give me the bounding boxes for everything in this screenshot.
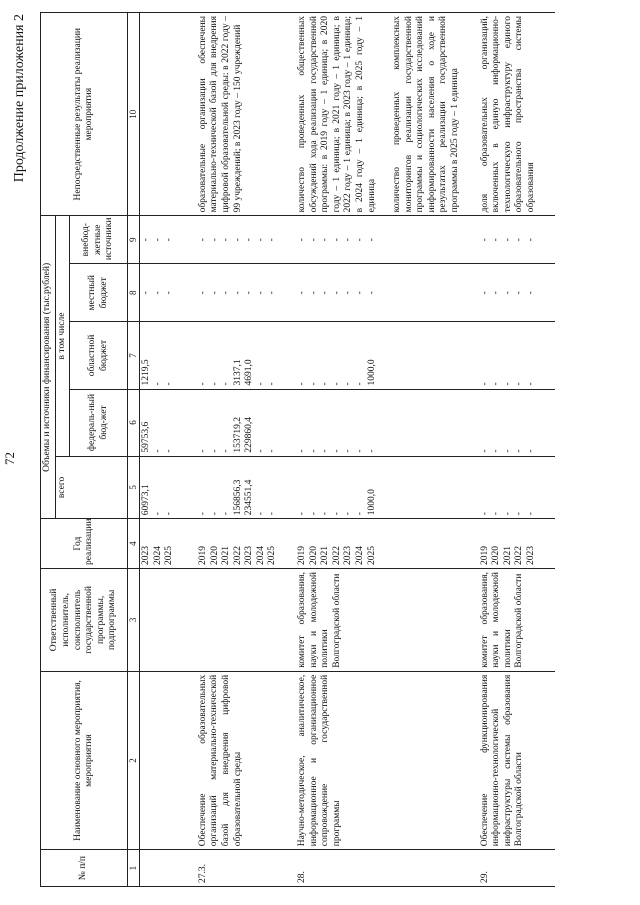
header-total: всего bbox=[55, 456, 128, 519]
local-amounts-value: - bbox=[355, 291, 366, 295]
extrabudget-amounts-value: - bbox=[267, 238, 278, 242]
year-list-value: 2019 bbox=[197, 546, 208, 566]
extrabudget-amounts-value: - bbox=[152, 238, 163, 242]
local-amounts-value: - bbox=[320, 291, 331, 295]
event-name: Обеспечение образовательных организаций материально-технической базой для внедрения цифровой образовательной среды bbox=[197, 671, 280, 849]
local-amounts-value: - bbox=[209, 291, 220, 295]
result-spacer bbox=[378, 16, 392, 212]
spacer-cell bbox=[463, 264, 479, 322]
local-amounts-value: - bbox=[479, 291, 490, 295]
extrabudget-amounts-value: - bbox=[141, 238, 152, 242]
column-number-3: 3 bbox=[128, 569, 140, 672]
local-amounts bbox=[197, 264, 280, 322]
year-list bbox=[296, 519, 463, 569]
total-amounts-value: 156856,3 bbox=[232, 479, 243, 516]
column-number-6: 6 bbox=[128, 389, 140, 456]
year-list-value: 2020 bbox=[209, 546, 220, 566]
header-number: № п/п bbox=[41, 850, 128, 887]
total-amounts-value: - bbox=[355, 512, 366, 516]
regional-amounts-value: 1219,5 bbox=[141, 359, 152, 386]
spacer-cell bbox=[539, 456, 555, 519]
total-amounts bbox=[296, 456, 463, 519]
result-text: образовательные организации обеспечены материально-технической базой для внедрения цифровой образовательной среды: в 2022 году – 99 учреждений; в 2023 году – 150 учреждений bbox=[197, 16, 243, 213]
local-amounts-value: - bbox=[343, 291, 354, 295]
spacer-cell bbox=[280, 456, 296, 519]
year-list-value: 2024 bbox=[355, 546, 366, 566]
federal-amounts-value: - bbox=[366, 449, 377, 453]
header-funding-group: Объемы и источники финансирования (тыс.рублей) bbox=[41, 216, 56, 519]
federal-amounts-value: - bbox=[479, 449, 490, 453]
total-amounts-value: - bbox=[209, 512, 220, 516]
extrabudget-amounts-value: - bbox=[244, 238, 255, 242]
federal-amounts-value: - bbox=[491, 449, 502, 453]
extrabudget-amounts bbox=[140, 216, 177, 264]
spacer-cell bbox=[463, 322, 479, 389]
total-amounts-value: - bbox=[479, 512, 490, 516]
federal-amounts-value: - bbox=[355, 449, 366, 453]
total-amounts-value: - bbox=[152, 512, 163, 516]
header-including: в том числе bbox=[55, 216, 70, 456]
year-list-value: 2022 bbox=[232, 546, 243, 566]
regional-amounts-value: - bbox=[197, 382, 208, 386]
federal-amounts-value: - bbox=[267, 449, 278, 453]
federal-amounts-value: - bbox=[514, 449, 525, 453]
header-regional: областной бюджет bbox=[70, 322, 128, 389]
federal-amounts-value: - bbox=[343, 449, 354, 453]
federal-amounts-value: - bbox=[331, 449, 342, 453]
federal-amounts bbox=[197, 389, 280, 456]
year-list-value: 2025 bbox=[267, 546, 278, 566]
spacer-cell bbox=[280, 671, 296, 849]
spacer-cell bbox=[539, 322, 555, 389]
extrabudget-amounts-value: - bbox=[514, 238, 525, 242]
total-amounts bbox=[140, 456, 177, 519]
local-amounts-value: - bbox=[491, 291, 502, 295]
result-description bbox=[479, 13, 539, 216]
result-description bbox=[296, 13, 463, 216]
local-amounts-value: - bbox=[331, 291, 342, 295]
local-amounts-value: - bbox=[164, 291, 175, 295]
column-number-7: 7 bbox=[128, 322, 140, 389]
spacer-cell bbox=[177, 216, 197, 264]
table-row bbox=[197, 13, 280, 887]
federal-amounts-value: - bbox=[320, 449, 331, 453]
extrabudget-amounts-value: - bbox=[297, 238, 308, 242]
row-number: 27.3. bbox=[197, 850, 280, 887]
spacer-cell bbox=[539, 850, 555, 887]
total-amounts-value: - bbox=[525, 512, 536, 516]
regional-amounts-value: 1000,0 bbox=[366, 359, 377, 386]
extrabudget-amounts-value: - bbox=[479, 238, 490, 242]
header-event-name: Наименование основного мероприятия, мероприятия bbox=[41, 671, 128, 849]
local-amounts-value: - bbox=[525, 291, 536, 295]
regional-amounts-value: - bbox=[164, 382, 175, 386]
spacer-cell bbox=[539, 569, 555, 672]
total-amounts-value: - bbox=[343, 512, 354, 516]
spacer-cell bbox=[463, 456, 479, 519]
federal-amounts-value: - bbox=[209, 449, 220, 453]
regional-amounts-value: - bbox=[502, 382, 513, 386]
extrabudget-amounts-value: - bbox=[366, 238, 377, 242]
column-number-5: 5 bbox=[128, 456, 140, 519]
federal-amounts bbox=[296, 389, 463, 456]
spacer-cell bbox=[280, 264, 296, 322]
result-text-secondary: количество проведенных комплексных мониторингов реализации государственной программы и социологических исследований информированности населения о ходе и результатах реализации государственной программы в 2025 году – 1 единица bbox=[392, 16, 460, 213]
regional-amounts-value: - bbox=[152, 382, 163, 386]
total-amounts-value: - bbox=[164, 512, 175, 516]
extrabudget-amounts-value: - bbox=[209, 238, 220, 242]
event-name bbox=[140, 671, 177, 849]
column-number-1: 1 bbox=[128, 850, 140, 887]
table-header bbox=[41, 13, 140, 887]
regional-amounts-value: - bbox=[267, 382, 278, 386]
total-amounts-value: - bbox=[267, 512, 278, 516]
regional-amounts-value: - bbox=[479, 382, 490, 386]
year-list-value: 2022 bbox=[331, 546, 342, 566]
year-list-value: 2021 bbox=[221, 546, 232, 566]
regional-amounts-value: - bbox=[320, 382, 331, 386]
total-amounts-value: - bbox=[197, 512, 208, 516]
year-list-value: 2022 bbox=[514, 546, 525, 566]
local-amounts-value: - bbox=[141, 291, 152, 295]
local-amounts bbox=[479, 264, 539, 322]
total-amounts-value: - bbox=[514, 512, 525, 516]
page-number: 72 bbox=[2, 452, 17, 465]
total-amounts-value: - bbox=[331, 512, 342, 516]
spacer-cell bbox=[177, 389, 197, 456]
total-amounts-value: - bbox=[308, 512, 319, 516]
federal-amounts-value: 229860,4 bbox=[244, 416, 255, 453]
year-list-value: 2019 bbox=[297, 546, 308, 566]
year-list-value: 2023 bbox=[525, 546, 536, 566]
local-amounts bbox=[140, 264, 177, 322]
row-spacer bbox=[463, 13, 479, 887]
total-amounts bbox=[197, 456, 280, 519]
spacer-cell bbox=[177, 264, 197, 322]
spacer-cell bbox=[463, 13, 479, 216]
local-amounts-value: - bbox=[366, 291, 377, 295]
federal-amounts-value: 59753,6 bbox=[141, 421, 152, 453]
total-amounts-value: - bbox=[221, 512, 232, 516]
extrabudget-amounts-value: - bbox=[164, 238, 175, 242]
extrabudget-amounts-value: - bbox=[221, 238, 232, 242]
regional-amounts bbox=[140, 322, 177, 389]
result-description bbox=[197, 13, 280, 216]
table-row bbox=[479, 13, 539, 887]
total-amounts-value: - bbox=[502, 512, 513, 516]
total-amounts-value: - bbox=[491, 512, 502, 516]
year-list bbox=[479, 519, 539, 569]
header-responsible: Ответственный исполнитель, соисполнитель государственной программы, подпрограммы bbox=[41, 569, 128, 672]
year-list-value: 2020 bbox=[308, 546, 319, 566]
regional-amounts-value: - bbox=[491, 382, 502, 386]
extrabudget-amounts-value: - bbox=[491, 238, 502, 242]
spacer-cell bbox=[177, 671, 197, 849]
total-amounts-value: - bbox=[297, 512, 308, 516]
spacer-cell bbox=[177, 13, 197, 216]
regional-amounts-value: - bbox=[343, 382, 354, 386]
year-list-value: 2023 bbox=[141, 546, 152, 566]
total-amounts-value: 234551,4 bbox=[244, 479, 255, 516]
result-text: доля образовательных организаций, включенных в единую информационно-технологическую инфраструктуру единого образовательного пространства системы образования bbox=[479, 16, 536, 213]
column-number-9: 9 bbox=[128, 216, 140, 264]
local-amounts-value: - bbox=[244, 291, 255, 295]
local-amounts-value: - bbox=[221, 291, 232, 295]
spacer-cell bbox=[539, 519, 555, 569]
federal-amounts-value: - bbox=[164, 449, 175, 453]
extrabudget-amounts bbox=[479, 216, 539, 264]
spacer-cell bbox=[177, 569, 197, 672]
spacer-cell bbox=[280, 13, 296, 216]
regional-amounts-value: - bbox=[209, 382, 220, 386]
spacer-cell bbox=[463, 216, 479, 264]
extrabudget-amounts-value: - bbox=[320, 238, 331, 242]
year-list-value: 2023 bbox=[343, 546, 354, 566]
regional-amounts bbox=[296, 322, 463, 389]
federal-amounts-value: - bbox=[502, 449, 513, 453]
total-amounts-value: - bbox=[255, 512, 266, 516]
spacer-cell bbox=[177, 456, 197, 519]
local-amounts-value: - bbox=[297, 291, 308, 295]
local-amounts-value: - bbox=[197, 291, 208, 295]
total-amounts-value: - bbox=[320, 512, 331, 516]
spacer-cell bbox=[539, 264, 555, 322]
extrabudget-amounts bbox=[296, 216, 463, 264]
extrabudget-amounts-value: - bbox=[308, 238, 319, 242]
extrabudget-amounts-value: - bbox=[343, 238, 354, 242]
year-list-value: 2021 bbox=[320, 546, 331, 566]
regional-amounts-value: - bbox=[514, 382, 525, 386]
federal-amounts-value: - bbox=[255, 449, 266, 453]
federal-amounts-value: - bbox=[297, 449, 308, 453]
year-list-value: 2023 bbox=[244, 546, 255, 566]
year-list-value: 2025 bbox=[164, 546, 175, 566]
total-amounts bbox=[479, 456, 539, 519]
appendix-continuation-label: Продолжение приложения 2 bbox=[12, 14, 27, 183]
result-description bbox=[140, 13, 177, 216]
federal-amounts-value: - bbox=[221, 449, 232, 453]
table-row bbox=[296, 13, 463, 887]
header-extrabudget: внебюд-жетные источники bbox=[70, 216, 128, 264]
column-number-4: 4 bbox=[128, 519, 140, 569]
local-amounts-value: - bbox=[502, 291, 513, 295]
responsible-executor: комитет образования, науки и молодежной политики Волгоградской области bbox=[296, 569, 463, 672]
regional-amounts-value: - bbox=[297, 382, 308, 386]
spacer-cell bbox=[280, 322, 296, 389]
extrabudget-amounts-value: - bbox=[525, 238, 536, 242]
spacer-cell bbox=[177, 519, 197, 569]
regional-amounts-value: - bbox=[255, 382, 266, 386]
table-row bbox=[140, 13, 177, 887]
extrabudget-amounts-value: - bbox=[331, 238, 342, 242]
year-list-value: 2021 bbox=[502, 546, 513, 566]
extrabudget-amounts bbox=[197, 216, 280, 264]
federal-amounts-value: - bbox=[525, 449, 536, 453]
result-text: количество проведенных общественных обсуждений хода реализации государственной программы: в 2019 году – 1 единица; в 2020 году – 1 единица; в 2021 году – 1 единица; в 2022 году – 1 единица; в 2023 году – 1 единица; в 2024 году – 1 единица; в 2025 году – 1 единица bbox=[297, 16, 377, 213]
year-list-value: 2025 bbox=[366, 546, 377, 566]
federal-amounts-value: 153719,2 bbox=[232, 416, 243, 453]
regional-amounts-value: - bbox=[221, 382, 232, 386]
extrabudget-amounts-value: - bbox=[232, 238, 243, 242]
row-number: 29. bbox=[479, 850, 539, 887]
spacer-cell bbox=[539, 671, 555, 849]
local-amounts-value: - bbox=[152, 291, 163, 295]
row-number: 28. bbox=[296, 850, 463, 887]
year-list-value: 2019 bbox=[479, 546, 490, 566]
header-federal: федераль-ный бюд-жет bbox=[70, 389, 128, 456]
spacer-cell bbox=[539, 13, 555, 216]
local-amounts-value: - bbox=[255, 291, 266, 295]
event-name: Обеспечение функционирования информационно-технологической инфраструктуры системы образования Волгоградской области bbox=[479, 671, 539, 849]
total-amounts-value: 60973,1 bbox=[141, 484, 152, 516]
column-number-row bbox=[128, 13, 140, 887]
spacer-cell bbox=[463, 671, 479, 849]
spacer-cell bbox=[280, 216, 296, 264]
spacer-cell bbox=[539, 389, 555, 456]
federal-amounts-value: - bbox=[197, 449, 208, 453]
regional-amounts-value: - bbox=[331, 382, 342, 386]
row-spacer bbox=[280, 13, 296, 887]
header-year: Год реализации bbox=[41, 519, 128, 569]
federal-amounts-value: - bbox=[152, 449, 163, 453]
spacer-cell bbox=[280, 389, 296, 456]
row-spacer bbox=[539, 13, 555, 887]
local-amounts-value: - bbox=[232, 291, 243, 295]
column-number-2: 2 bbox=[128, 671, 140, 849]
regional-amounts-value: 3137,1 bbox=[232, 359, 243, 386]
year-list bbox=[140, 519, 177, 569]
spacer-cell bbox=[177, 850, 197, 887]
regional-amounts bbox=[479, 322, 539, 389]
spacer-cell bbox=[463, 569, 479, 672]
column-number-8: 8 bbox=[128, 264, 140, 322]
spacer-cell bbox=[280, 519, 296, 569]
local-amounts bbox=[296, 264, 463, 322]
extrabudget-amounts-value: - bbox=[355, 238, 366, 242]
local-amounts-value: - bbox=[308, 291, 319, 295]
local-amounts-value: - bbox=[267, 291, 278, 295]
federal-amounts bbox=[479, 389, 539, 456]
regional-amounts-value: - bbox=[308, 382, 319, 386]
total-amounts-value: 1000,0 bbox=[366, 489, 377, 516]
year-list-value: 2024 bbox=[152, 546, 163, 566]
header-results: Непосредственные результаты реализации мероприятия bbox=[41, 13, 128, 216]
extrabudget-amounts-value: - bbox=[502, 238, 513, 242]
regional-amounts-value: 4691,0 bbox=[244, 359, 255, 386]
regional-amounts-value: - bbox=[355, 382, 366, 386]
federal-amounts bbox=[140, 389, 177, 456]
spacer-cell bbox=[463, 519, 479, 569]
event-name: Научно-методическое, аналитическое, информационное и организационное сопровождение государственной программы bbox=[296, 671, 463, 849]
year-list bbox=[197, 519, 280, 569]
responsible-executor: комитет образования, науки и молодежной политики Волгоградской области bbox=[479, 569, 539, 672]
header-local: местный бюджет bbox=[70, 264, 128, 322]
spacer-cell bbox=[463, 850, 479, 887]
spacer-cell bbox=[539, 216, 555, 264]
spacer-cell bbox=[177, 322, 197, 389]
extrabudget-amounts-value: - bbox=[197, 238, 208, 242]
year-list-value: 2024 bbox=[255, 546, 266, 566]
responsible-executor bbox=[140, 569, 177, 672]
table-body bbox=[140, 13, 555, 887]
local-amounts-value: - bbox=[514, 291, 525, 295]
column-number-10: 10 bbox=[128, 13, 140, 216]
year-list-value: 2020 bbox=[491, 546, 502, 566]
regional-amounts bbox=[197, 322, 280, 389]
spacer-cell bbox=[280, 569, 296, 672]
funding-table bbox=[40, 12, 555, 887]
spacer-cell bbox=[280, 850, 296, 887]
row-number bbox=[140, 850, 177, 887]
row-spacer bbox=[177, 13, 197, 887]
federal-amounts-value: - bbox=[308, 449, 319, 453]
responsible-executor bbox=[197, 569, 280, 672]
regional-amounts-value: - bbox=[525, 382, 536, 386]
extrabudget-amounts-value: - bbox=[255, 238, 266, 242]
spacer-cell bbox=[463, 389, 479, 456]
